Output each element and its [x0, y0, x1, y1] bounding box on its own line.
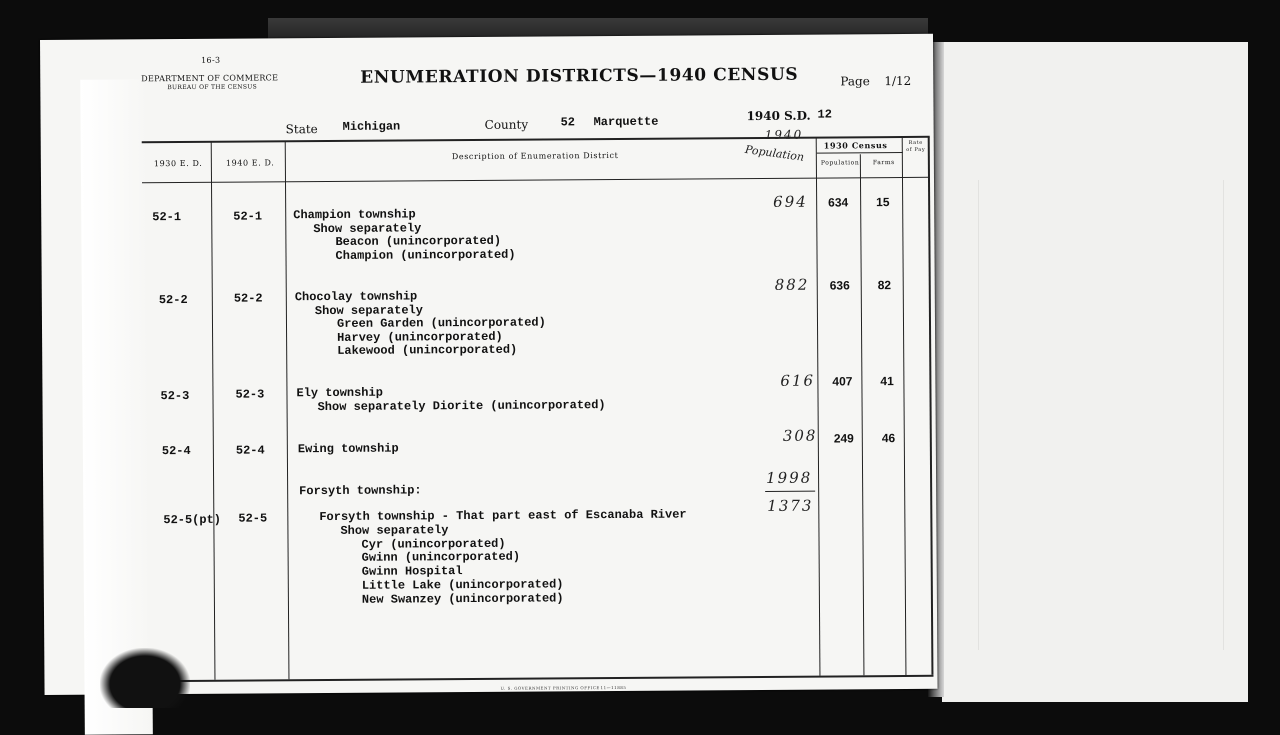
row-2-ed-1930: 52-2	[158, 292, 188, 308]
row-6-line-5: Gwinn Hospital	[361, 564, 463, 579]
row-6-line-1: Forsyth township - That part east of Escanaba River	[319, 507, 687, 525]
row-5-pop-1940: 1998	[766, 468, 813, 487]
facing-page-table-shadow	[978, 180, 1224, 650]
row-3-line-2: Show separately Diorite (unincorporated)	[317, 398, 606, 415]
form-number: 16-3	[201, 55, 221, 65]
row-3-line-1: Ely township	[296, 385, 383, 401]
column-header-1930-census: 1930 Census	[823, 140, 888, 151]
row-5-line-1: Forsyth township:	[299, 483, 422, 499]
column-header-farms: Farms	[872, 159, 895, 167]
table-bottom-rule	[145, 675, 933, 683]
row-4-line-1: Ewing township	[297, 441, 399, 457]
census-form-page	[40, 34, 938, 695]
row-4-ed-1940: 52-4	[235, 443, 265, 458]
bureau-label: BUREAU OF THE CENSUS	[167, 83, 258, 92]
table-top-rule	[142, 136, 930, 144]
sd-label: 1940 S.D.	[746, 108, 811, 124]
row-1-ed-1930: 52-1	[152, 210, 182, 225]
binding-margin	[80, 79, 153, 734]
row-1-line-4: Champion (unincorporated)	[335, 247, 516, 263]
row-2-pop-1940: 882	[774, 275, 810, 294]
row-3-pop-1940: 616	[780, 371, 816, 390]
column-header-population: Population	[820, 159, 860, 167]
column-header-1930-ed: 1930 E. D.	[153, 158, 203, 169]
county-number: 52	[560, 115, 576, 130]
row-1-line-1: Champion township	[293, 207, 416, 223]
department-label: DEPARTMENT OF COMMERCE	[141, 73, 279, 84]
page-right-rule	[928, 137, 934, 675]
row-2-line-4: Harvey (unincorporated)	[337, 329, 503, 345]
row-4-farms-1930: 46	[881, 431, 896, 446]
row-2-farms-1930: 82	[877, 278, 892, 293]
row-3-farms-1930: 41	[880, 374, 894, 389]
row-6-line-7: New Swanzey (unincorporated)	[361, 591, 564, 607]
sd-value: 12	[817, 107, 832, 122]
column-header-1940-ed: 1940 E. D.	[225, 158, 275, 168]
state-value: Michigan	[342, 119, 401, 134]
row-6-ed-1930: 52-5(pt)	[163, 512, 222, 528]
column-header-rate-of-pay: Rate of Pay	[906, 139, 926, 153]
row-5-subtotal-underline	[765, 491, 815, 492]
row-6-line-3: Cyr (unincorporated)	[361, 536, 506, 552]
row-2-line-1: Chocolay township	[294, 289, 418, 305]
column-rule-2	[285, 141, 290, 679]
county-label: County	[484, 117, 529, 132]
row-4-pop-1930: 249	[833, 431, 854, 446]
row-6-line-2: Show separately	[340, 523, 449, 538]
row-3-ed-1940: 52-3	[235, 387, 265, 402]
row-4-pop-1940: 308	[782, 426, 818, 445]
row-2-line-5: Lakewood (unincorporated)	[337, 342, 518, 358]
row-1-line-3: Beacon (unincorporated)	[335, 233, 502, 249]
column-rule-3	[816, 138, 821, 676]
header-bottom-rule	[142, 177, 930, 184]
row-6-ed-1940: 52-5	[238, 511, 268, 526]
scanner-thumb-shadow	[100, 648, 190, 708]
handwritten-1940-label: 1940	[764, 127, 804, 142]
form-code: 11—11885	[600, 684, 627, 691]
column-rule-1	[211, 142, 216, 680]
row-4-ed-1930: 52-4	[161, 443, 191, 459]
row-1-pop-1940: 694	[773, 192, 808, 211]
row-1-farms-1930: 15	[876, 195, 890, 210]
row-1-line-2: Show separately	[313, 221, 422, 237]
row-6-line-4: Gwinn (unincorporated)	[361, 549, 521, 565]
row-1-ed-1940: 52-1	[233, 209, 263, 224]
row-2-line-2: Show separately	[314, 303, 423, 319]
row-6-line-6: Little Lake (unincorporated)	[361, 577, 564, 593]
page-number: 1/12	[884, 73, 912, 89]
state-label: State	[285, 122, 318, 137]
row-2-line-3: Green Garden (unincorporated)	[336, 315, 546, 331]
county-name: Marquette	[593, 114, 659, 130]
row-2-pop-1930: 636	[829, 278, 850, 293]
handwritten-population-label: Population	[744, 143, 805, 164]
row-6-pop-1940: 1373	[767, 496, 814, 515]
column-rule-5	[902, 137, 907, 675]
column-rule-4	[860, 154, 865, 675]
row-3-pop-1930: 407	[832, 374, 853, 389]
row-2-ed-1940: 52-2	[233, 291, 263, 306]
row-3-ed-1930: 52-3	[160, 388, 190, 404]
page-label: Page	[840, 74, 870, 89]
column-header-description: Description of Enumeration District	[451, 150, 619, 162]
page-title: ENUMERATION DISTRICTS—1940 CENSUS	[360, 64, 799, 88]
row-1-pop-1930: 634	[828, 195, 849, 210]
printer-imprint: U. S. GOVERNMENT PRINTING OFFICE	[500, 685, 600, 691]
